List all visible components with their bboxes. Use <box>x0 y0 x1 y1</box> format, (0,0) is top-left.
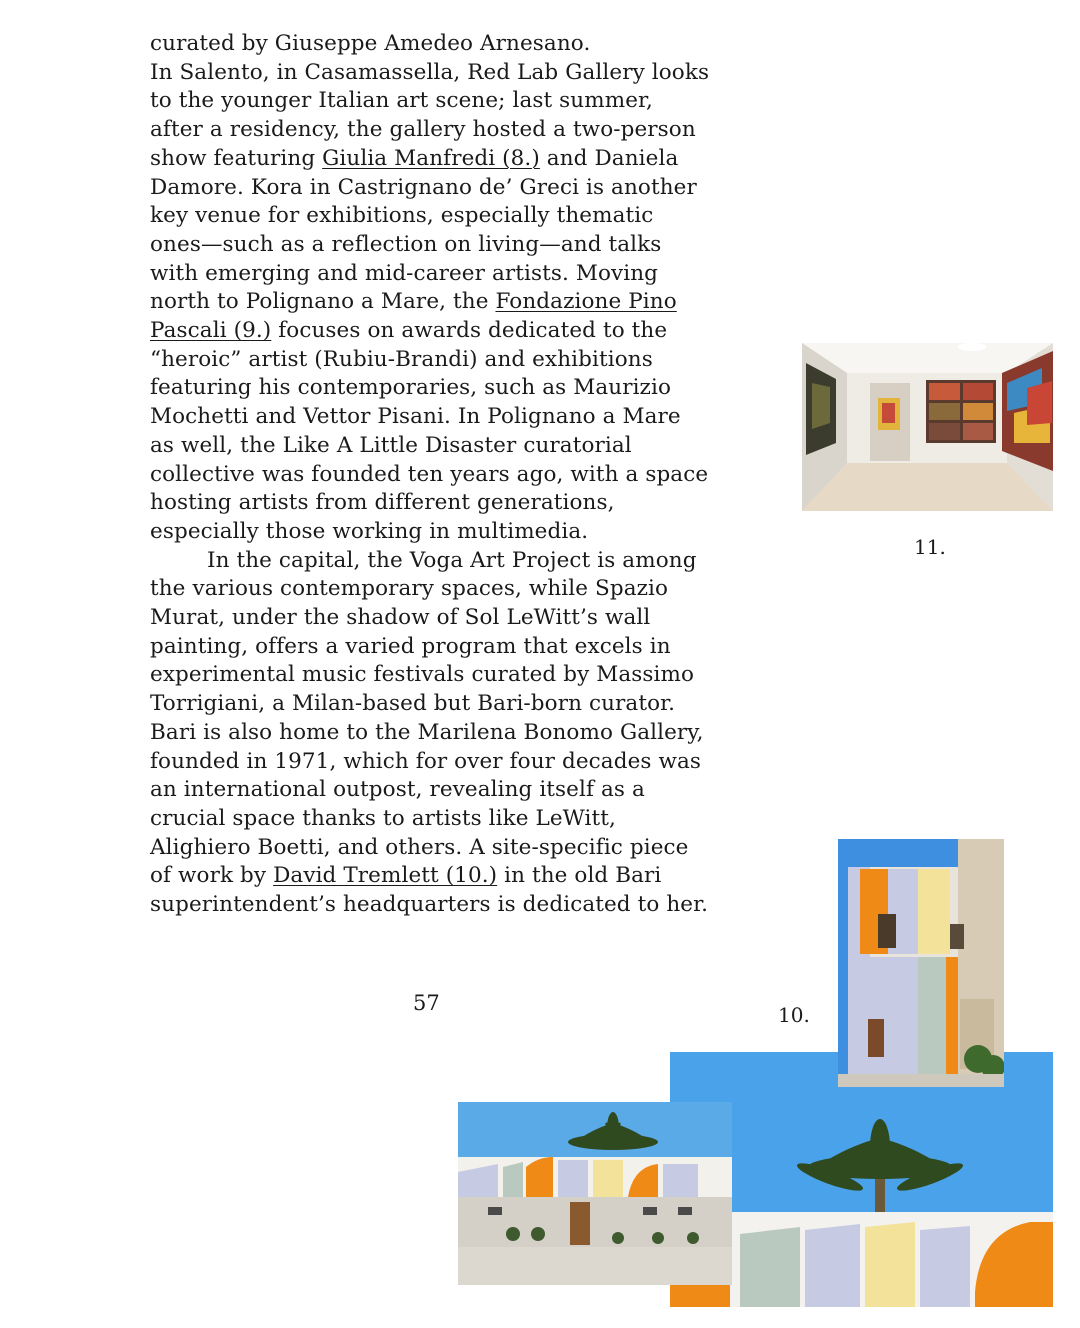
link-david-tremlett[interactable]: David Tremlett (10.) <box>273 863 498 889</box>
text-run: In the capital, the Voga Art Project is among the various contemporary spaces, while Spazio Murat, under the shadow of Sol LeWitt’s wall painting, offers a varied program that excels in experimental music festivals curated by Massimo Torrigiani, a Milan-based but Bari-born curator. Bari is also home to the Marilena Bonomo Gallery, founded in 1971, which for over four decades was an international outpost, revealing itself as a crucial space thanks to artists like LeWitt, Alighiero Boetti, and others. A site-specific piece of work by <box>150 547 704 889</box>
text-run: in the old Bari superintendent’s headquarters is dedicated to her. <box>150 863 709 918</box>
link-fondazione-pino-pascali[interactable]: Fondazione Pino Pascali (9.) <box>150 289 677 344</box>
paragraph-1 <box>150 30 710 547</box>
text-run: and Daniela Damore. Kora in Castrignano de’ Greci is another key venue for exhibitions, especially thematic ones—such as a reflection on living—and talks with emerging and mid-career artists. Moving north to Polignano a Mare, the <box>150 145 697 315</box>
tremlett-facade-photo <box>838 839 1004 1087</box>
text-run: curated by Giuseppe Amedeo Arnesano. <box>150 31 591 56</box>
link-giulia-manfredi[interactable]: Giulia Manfredi (8.) <box>322 145 540 171</box>
text-run: In Salento, in Casamassella, Red Lab Gallery looks to the younger Italian art scene; last summer, after a residency, the gallery hosted a two-person show featuring <box>150 59 710 171</box>
caption-fig-11: 11. <box>914 535 946 559</box>
article-body <box>150 30 710 920</box>
page-number: 57 <box>413 991 440 1015</box>
gallery-interior-photo <box>802 343 1053 511</box>
painted-building-photo <box>458 1102 732 1285</box>
caption-fig-10: 10. <box>778 1003 810 1027</box>
text-run: focuses on awards dedicated to the “heroic” artist (Rubiu-Brandi) and exhibitions featuring his contemporaries, such as Maurizio Mochetti and Vettor Pisani. In Polignano a Mare as well, the Like A Little Disaster curatorial collective was founded ten years ago, with a space hosting artists from different generations, especially those working in multimedia. <box>150 318 709 544</box>
paragraph-2 <box>150 547 710 920</box>
